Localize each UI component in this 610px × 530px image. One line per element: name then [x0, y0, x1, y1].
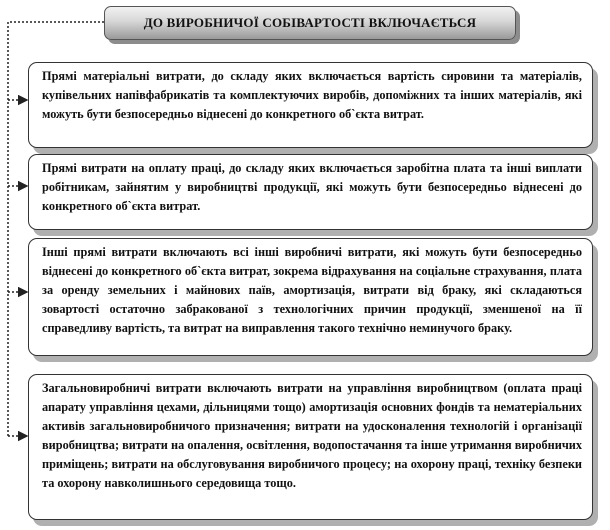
cost-item-term: Прямі матеріальні витрати: [42, 69, 202, 83]
cost-item-description: , до складу яких включається заробітна плата та інші виплати робітникам, зайнятим у виробництві продукції, які можуть бути безпосередньо віднесені до конкретного об`єкта витрат.: [42, 161, 583, 213]
cost-item-term: Прямі витрати на оплату праці: [42, 161, 222, 175]
cost-item-term: Загальновиробничі витрати: [42, 381, 202, 395]
diagram-title-text: ДО ВИРОБНИЧОЇ СОБІВАРТОСТІ ВКЛЮЧАЄТЬСЯ: [143, 15, 477, 30]
cost-item-description: включають всі інші виробничі витрати, які можуть бути безпосередньо віднесені до конкретного об`єкта витрат, зокрема відрахування на соціальне страхування, плата за оренду земельних і майнових паїв, амортизація, витрати від браку, які складаються зовартості остаточно забракованої з технологічних причин продукції, зменшеної на її справедливу вартість, та витрат на виправлення такого технічно неминучого браку.: [42, 245, 582, 335]
cost-item-direct-materials: [28, 62, 593, 148]
cost-item-direct-labor: [28, 154, 593, 230]
cost-item-description: включають витрати на управління виробництвом (оплата праці апарату управління цехами, дільницями тощо) амортизація основних фондів та нематеріальних активів загальновиробничого призначення; витрати на удосконалення технологій і організації виробництва; витрати на опалення, освітлення, водопостачання та інше утримання виробничих приміщень; витрати на обслуговування виробничого процесу; на охорону праці, техніку безпеки та охорону навколишнього середовища тощо.: [42, 381, 582, 490]
cost-item-term: Інші прямі витрати: [42, 245, 158, 259]
diagram-title: [104, 6, 516, 40]
cost-item-overhead: [28, 374, 593, 520]
cost-item-other-direct: [28, 238, 593, 356]
cost-item-description: , до складу яких включається вартість сировини та матеріалів, купівельних напівфабрикатів та комплектуючих виробів, допоміжних та інших матеріалів, які можуть бути безпосередньо віднесені до конкретного об`єкта витрат.: [42, 69, 582, 121]
